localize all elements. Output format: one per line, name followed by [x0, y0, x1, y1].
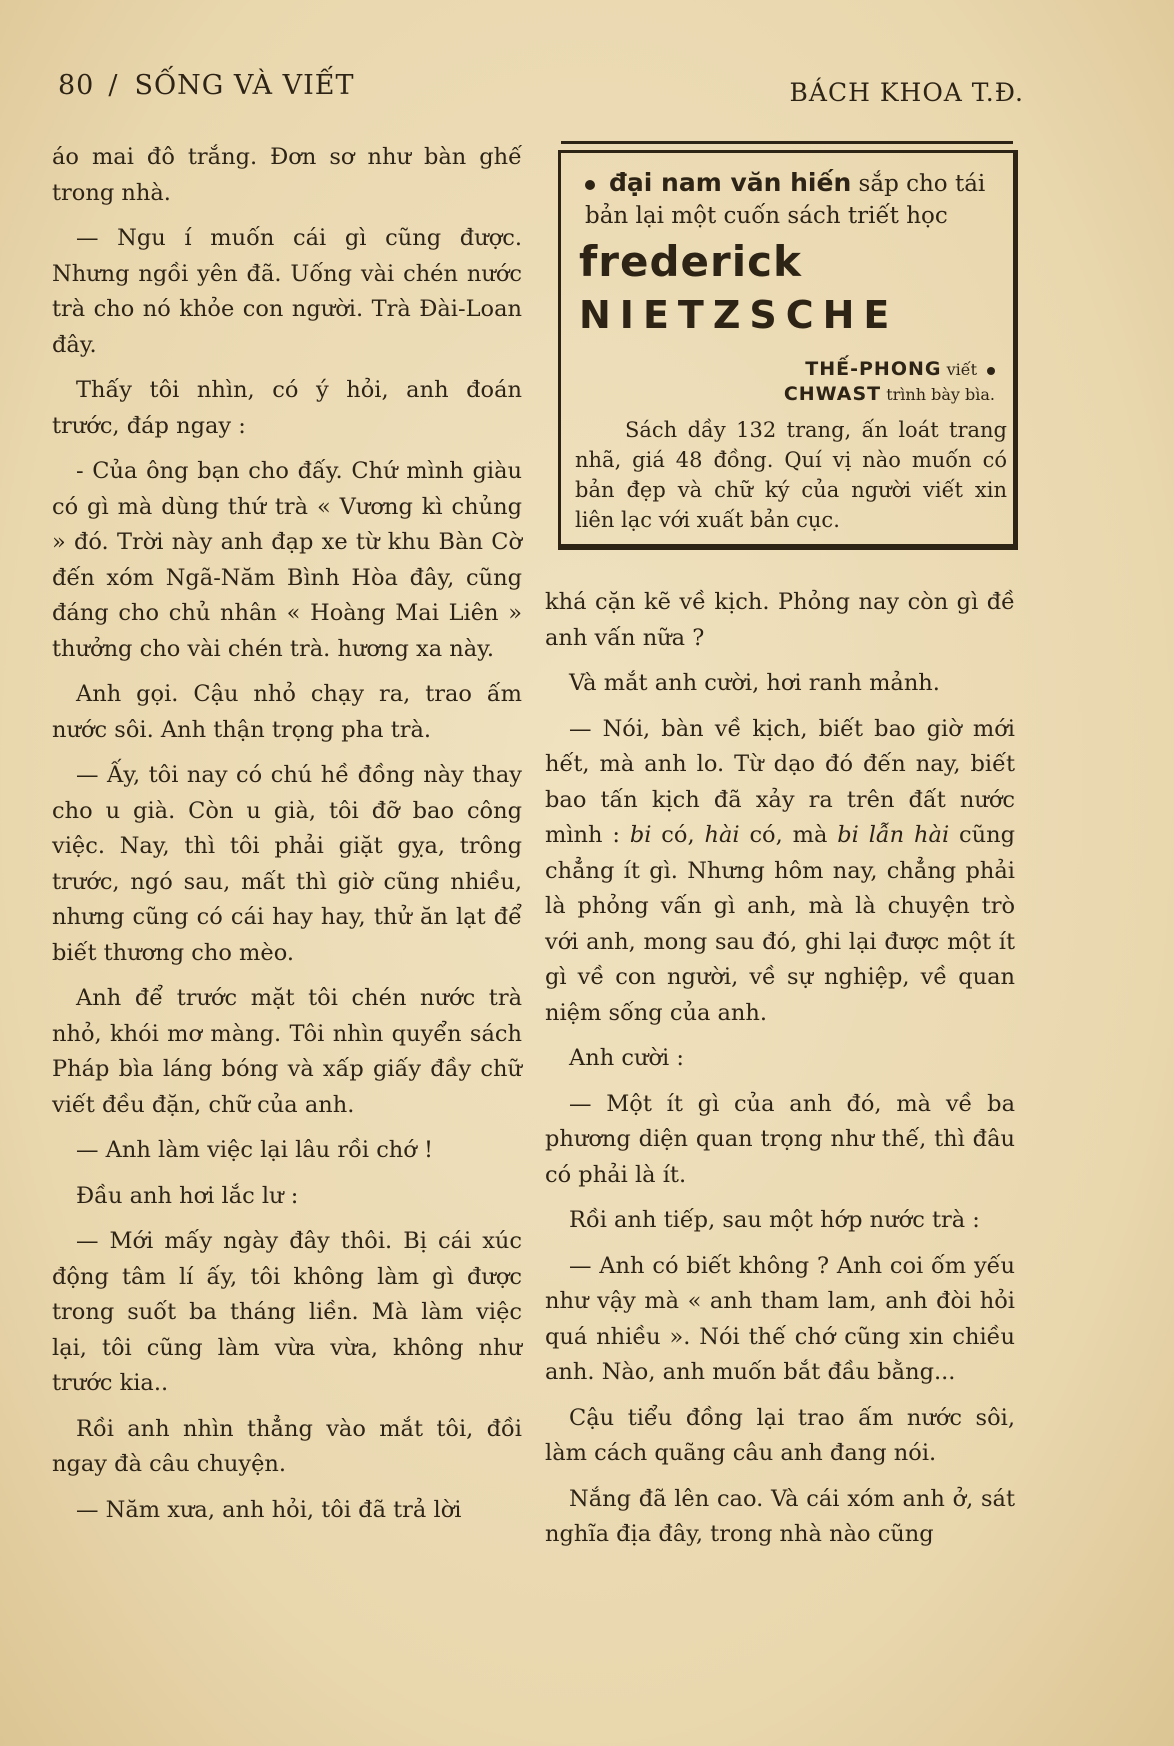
paragraph: Và mắt anh cười, hơi ranh mảnh. — [569, 670, 940, 696]
dot-icon — [987, 367, 995, 375]
ad-author-first-name: frederick — [579, 237, 802, 286]
paragraph: — Một ít gì của anh đó, mà về ba phương diện quan trọng như thế, thì đâu có phải là ít. — [545, 1090, 1015, 1188]
paragraph: Rồi anh nhìn thẳng vào mắt tôi, đồi ngay đà câu chuyện. — [52, 1415, 522, 1477]
page-header — [58, 70, 1024, 110]
paragraph: khá cặn kẽ về kịch. Phỏng nay còn gì đề anh vấn nữa ? — [545, 589, 1015, 651]
designer-name: CHWAST — [783, 383, 882, 405]
book-advertisement — [558, 150, 1018, 550]
magazine-name: BÁCH KHOA T.Đ. — [789, 78, 1024, 107]
right-column — [545, 585, 1015, 1563]
paragraph: Cậu tiểu đồng lại trao ấm nước sôi, làm cách quãng câu anh đang nói. — [545, 1404, 1015, 1466]
ad-author-last-name: NIETZSCHE — [579, 293, 899, 337]
ad-intro-text: sắp cho tái bản lại một cuốn sách triết học — [585, 171, 986, 229]
section-title: SỐNG VÀ VIẾT — [134, 70, 355, 101]
paragraph: — Anh làm việc lại lâu rồi chớ ! — [76, 1137, 434, 1163]
paragraph: Anh cười : — [569, 1045, 684, 1071]
writer-role: viết — [946, 360, 977, 379]
paragraph: - Của ông bạn cho đấy. Chứ mình giàu có gì mà dùng thứ trà « Vương kì chủng » đó. Trời này anh đạp xe từ khu Bàn Cờ đến xóm Ngã-Năm Bình Hòa đây, cũng đáng cho chủ nhân « Hoàng Mai Liên » thưởng cho vài chén trà. hương xa này. — [52, 458, 522, 662]
ad-credit-designer — [784, 382, 995, 407]
paragraph: — Ấy, tôi nay có chú hề đồng này thay cho u già. Còn u già, tôi đỡ bao công việc. Nay, thì tôi phải giặt gỵa, trông trước, ngó sau, mất thì giờ cũng nhiều, nhưng cũng có cái hay hay, thử ăn lạt để biết thương cho mèo. — [52, 762, 522, 966]
paragraph: áo mai đô trắng. Đơn sơ như bàn ghế trong nhà. — [52, 144, 522, 206]
ad-top-rule — [561, 141, 1013, 144]
paragraph: — Ngu í muốn cái gì cũng được. Nhưng ngồi yên đã. Uống vài chén nước trà cho nó khỏe con người. Trà Đài-Loan đây. — [52, 225, 522, 358]
paragraph: Đầu anh hơi lắc lư : — [76, 1182, 299, 1209]
paragraph: — Anh có biết không ? Anh coi ốm yếu như vậy mà « anh tham lam, anh đòi hỏi quá nhiều ». Nói thế chớ cũng xin chiều anh. Nào, anh muốn bắt đầu bằng... — [545, 1252, 1015, 1385]
paragraph: — Nói, bàn về kịch, biết bao giờ mới hết, mà anh lo. Từ dạo đó đến nay, biết bao tấn kịch đã xảy ra trên đất nước mình : bi có, hài có, mà bi lẫn hài cũng chẳng ít gì. Nhưng hôm nay, chẳng phải là phỏng vấn gì anh, mà là chuyện trò với anh, mong sau đó, ghi lại được một ít gì về con người, về sự nghiệp, về quan niệm sống của anh. — [545, 715, 1015, 1026]
paragraph: Anh gọi. Cậu nhỏ chạy ra, trao ấm nước sôi. Anh thận trọng pha trà. — [52, 681, 522, 743]
header-separator: / — [108, 70, 119, 101]
paragraph: Rồi anh tiếp, sau một hớp nước trà : — [569, 1207, 980, 1233]
paragraph: Anh để trước mặt tôi chén nước trà nhỏ, khói mơ màng. Tôi nhìn quyển sách Pháp bìa láng bóng và xấp giấy đầy chữ viết đều đặn, chữ của anh. — [52, 985, 522, 1118]
paragraph: — Mới mấy ngày đây thôi. Bị cái xúc động tâm lí ấy, tôi không làm gì được trong suốt ba tháng liền. Mà làm việc lại, tôi cũng làm vừa vừa, không như trước kia.. — [52, 1228, 522, 1396]
page-number: 80 — [58, 70, 95, 101]
designer-role: trình bày bìa. — [886, 385, 995, 404]
ad-intro — [585, 167, 1005, 232]
ad-credits — [784, 357, 995, 407]
paragraph: Thấy tôi nhìn, có ý hỏi, anh đoán trước, đáp ngay : — [52, 377, 522, 439]
ad-credit-writer — [784, 357, 995, 382]
ad-body-text: Sách dầy 132 trang, ấn loát trang nhã, giá 48 đồng. Quí vị nào muốn có bản đẹp và chữ ký của người viết xin liên lạc với xuất bản cục. — [575, 418, 1007, 532]
bullet-icon — [585, 180, 595, 190]
left-column — [52, 140, 522, 1538]
running-head-left — [58, 70, 355, 101]
ad-publisher: đại nam văn hiến — [609, 168, 852, 197]
writer-name: THẾ-PHONG — [805, 358, 942, 380]
paragraph: — Năm xưa, anh hỏi, tôi đã trả lời — [76, 1496, 462, 1523]
paragraph: Nắng đã lên cao. Và cái xóm anh ở, sát nghĩa địa đây, trong nhà nào cũng — [545, 1485, 1015, 1547]
